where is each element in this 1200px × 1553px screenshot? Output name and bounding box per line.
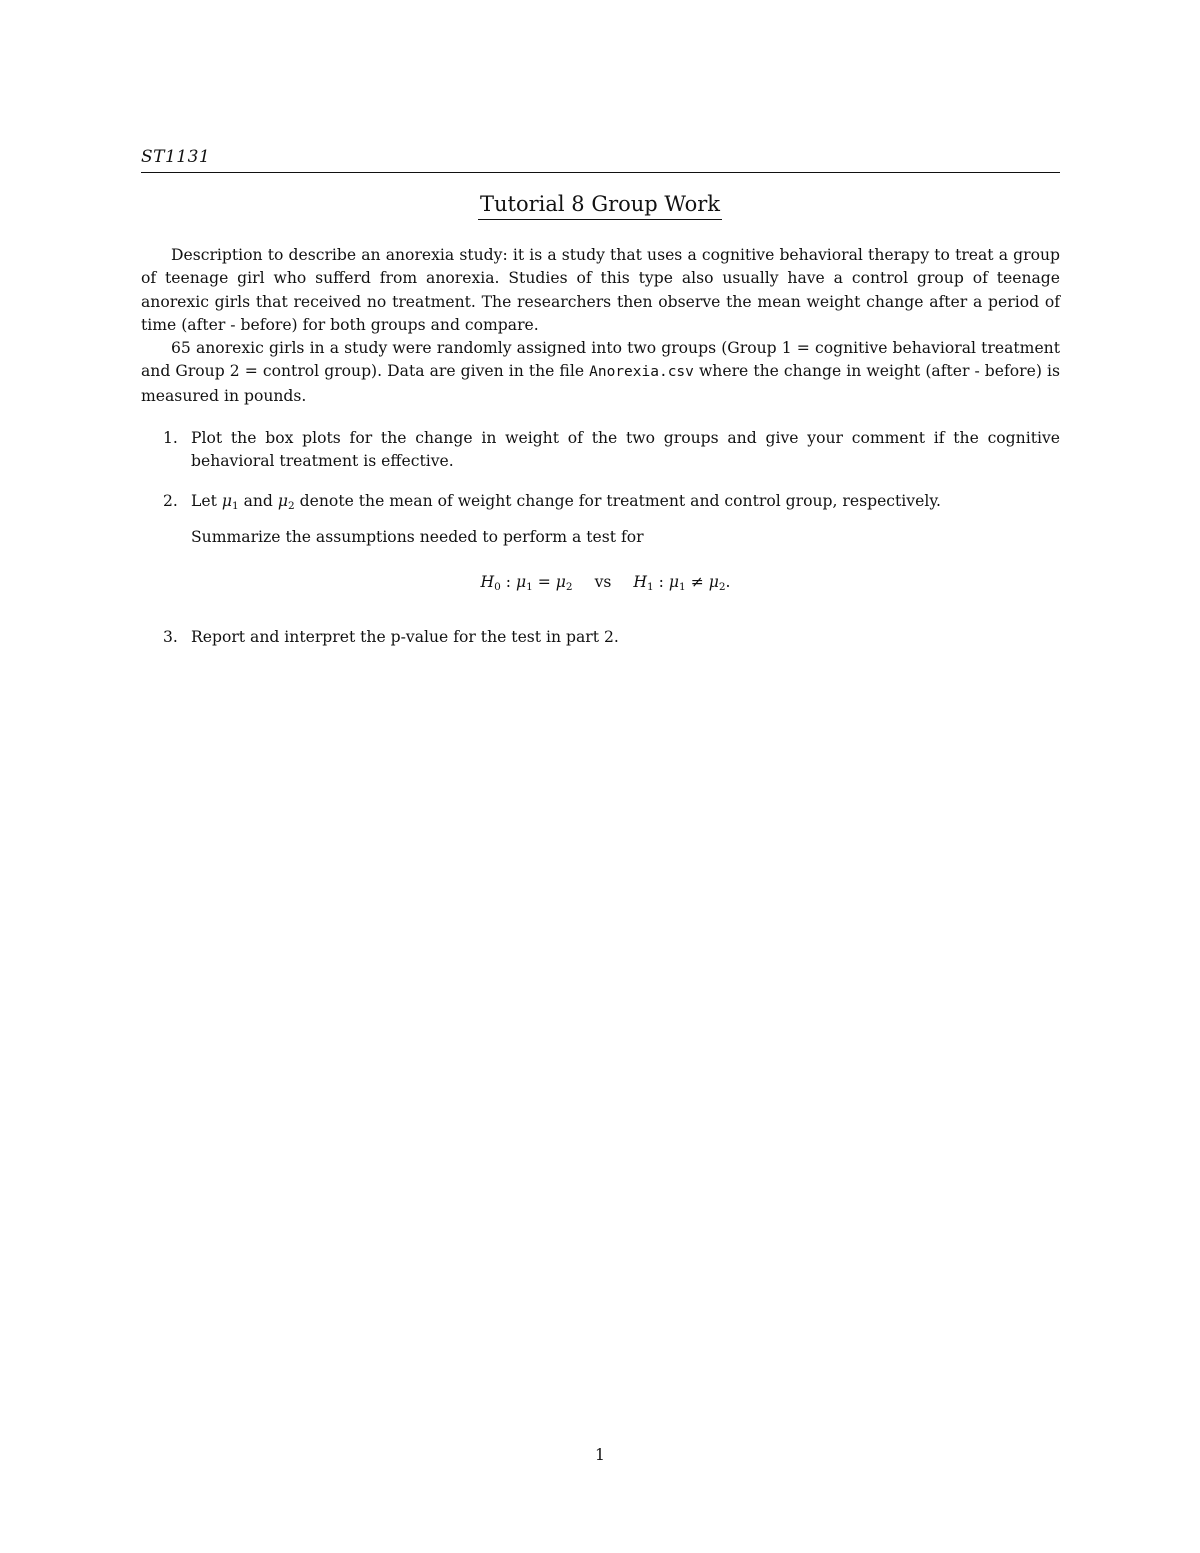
course-code: ST1131 xyxy=(141,147,211,167)
question-number: 2. xyxy=(163,491,178,510)
subscript: 2 xyxy=(718,581,726,594)
question-item-3 xyxy=(141,626,1060,649)
page-number: 1 xyxy=(595,1446,605,1464)
question-text xyxy=(191,490,1060,518)
question-text-part: and xyxy=(238,491,278,510)
question-text: Report and interpret the p-value for the test in part 2. xyxy=(191,627,619,646)
subscript: 1 xyxy=(231,499,239,512)
equals-sign: = xyxy=(532,573,556,592)
subscript: 1 xyxy=(647,581,654,594)
mu-symbol: μ xyxy=(668,573,680,592)
question-text: Plot the box plots for the change in weight of the two groups and give your comment if the cognitive behavioral treatment is effective. xyxy=(191,429,1060,471)
mu-symbol: μ xyxy=(515,573,527,592)
question-number: 3. xyxy=(163,627,178,646)
intro-paragraph-1: Description to describe an anorexia study: it is a study that uses a cognitive behavioral therapy to treat a group of teenage girl who sufferd from anorexia. Studies of this type also usually have a control group of teenage anorexic girls that received no treatment. The researchers then observe the mean weight change after a period of time (after - before) for both groups and compare. xyxy=(141,246,1060,334)
question-list xyxy=(141,427,1060,649)
subscript: 2 xyxy=(565,581,573,594)
h-symbol: H xyxy=(633,573,648,592)
h-symbol: H xyxy=(480,573,495,592)
question-text-line-2: Summarize the assumptions needed to perform a test for xyxy=(191,527,644,546)
mu-symbol: μ xyxy=(708,573,719,592)
file-name: Anorexia.csv xyxy=(589,364,694,381)
subscript: 2 xyxy=(288,499,295,512)
intro-paragraph-2-start: 65 anorexic girls in a study were randomly assigned into two groups (Group 1 = cognitive behavioral treatment and Group 2 = control group). Data are given in the file xyxy=(141,339,1060,381)
page-title-text: Tutorial 8 Group Work xyxy=(478,190,722,220)
question-text-part: Let xyxy=(191,491,222,510)
mu-symbol: μ xyxy=(277,491,289,510)
subscript: 0 xyxy=(494,581,501,594)
subscript: 1 xyxy=(526,581,533,594)
page-header xyxy=(141,146,1060,173)
not-equal-sign: ≠ xyxy=(685,573,709,592)
document-body xyxy=(141,244,1060,665)
vs-label: vs xyxy=(594,573,612,592)
mu-symbol: μ xyxy=(555,573,566,592)
question-item-1 xyxy=(141,427,1060,474)
period: . xyxy=(725,573,731,592)
intro-paragraph-2-end: where the change in weight (after - before) is measured in pounds. xyxy=(141,362,1061,405)
subscript: 1 xyxy=(679,581,686,594)
mu-symbol: μ xyxy=(221,491,232,510)
page-title xyxy=(0,190,1200,220)
colon: : xyxy=(653,573,669,592)
intro-paragraph-2 xyxy=(141,337,1060,408)
question-text-part: denote the mean of weight change for treatment and control group, respectively. xyxy=(294,491,942,510)
question-item-2 xyxy=(141,490,1060,600)
question-number: 1. xyxy=(163,429,178,448)
hypothesis-equation xyxy=(191,571,1060,599)
colon: : xyxy=(500,573,516,592)
